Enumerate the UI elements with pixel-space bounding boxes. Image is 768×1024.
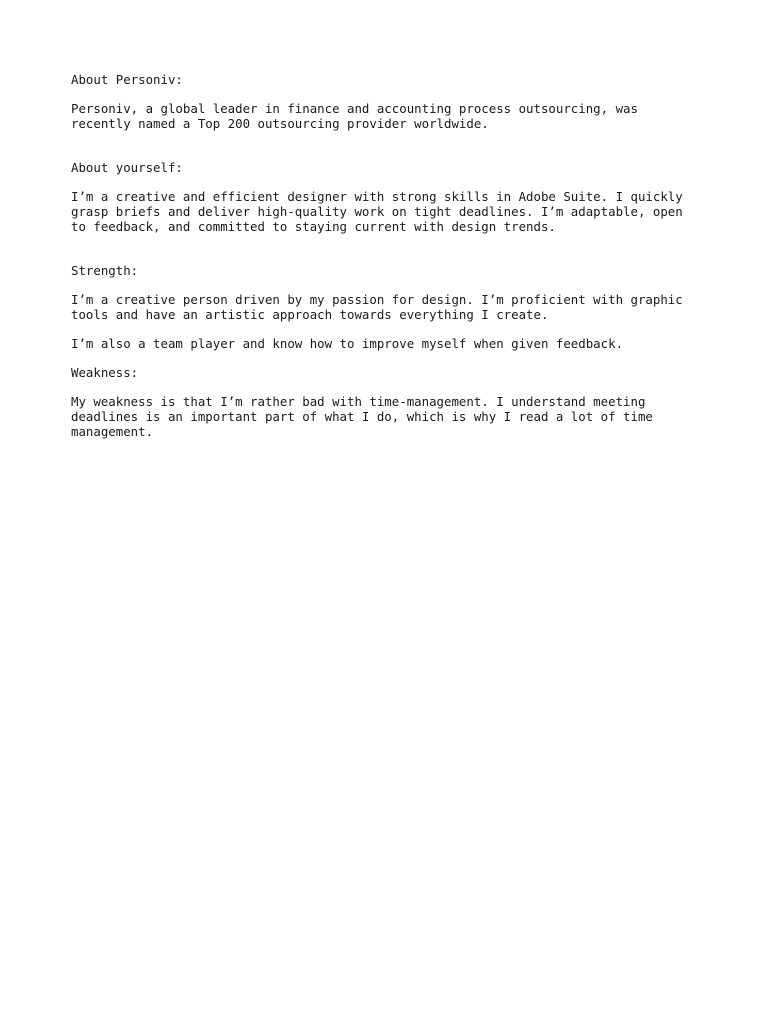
about-yourself-heading: About yourself: [71, 160, 183, 175]
document-body [71, 72, 711, 453]
about-yourself-text: I’m a creative and efficient designer with strong skills in Adobe Suite. I quickly grasp briefs and deliver high-quality work on tight deadlines. I’m adaptable, open to feedback, and committed to staying current with design trends. [71, 189, 683, 234]
weakness-heading: Weakness: [71, 365, 139, 380]
weakness-text: My weakness is that I’m rather bad with time-management. I understand meeting deadlines is an important part of what I do, which is why I read a lot of time management. [71, 394, 653, 439]
strength-heading: Strength: [71, 263, 139, 278]
strength-text-2: I’m also a team player and know how to improve myself when given feedback. [71, 336, 624, 351]
strength-text-1: I’m a creative person driven by my passion for design. I’m proficient with graphic tools and have an artistic approach towards everything I create. [71, 292, 683, 322]
about-company-heading: About Personiv: [71, 72, 183, 87]
about-company-text: Personiv, a global leader in finance and accounting process outsourcing, was recently named a Top 200 outsourcing provider worldwide. [71, 101, 638, 131]
